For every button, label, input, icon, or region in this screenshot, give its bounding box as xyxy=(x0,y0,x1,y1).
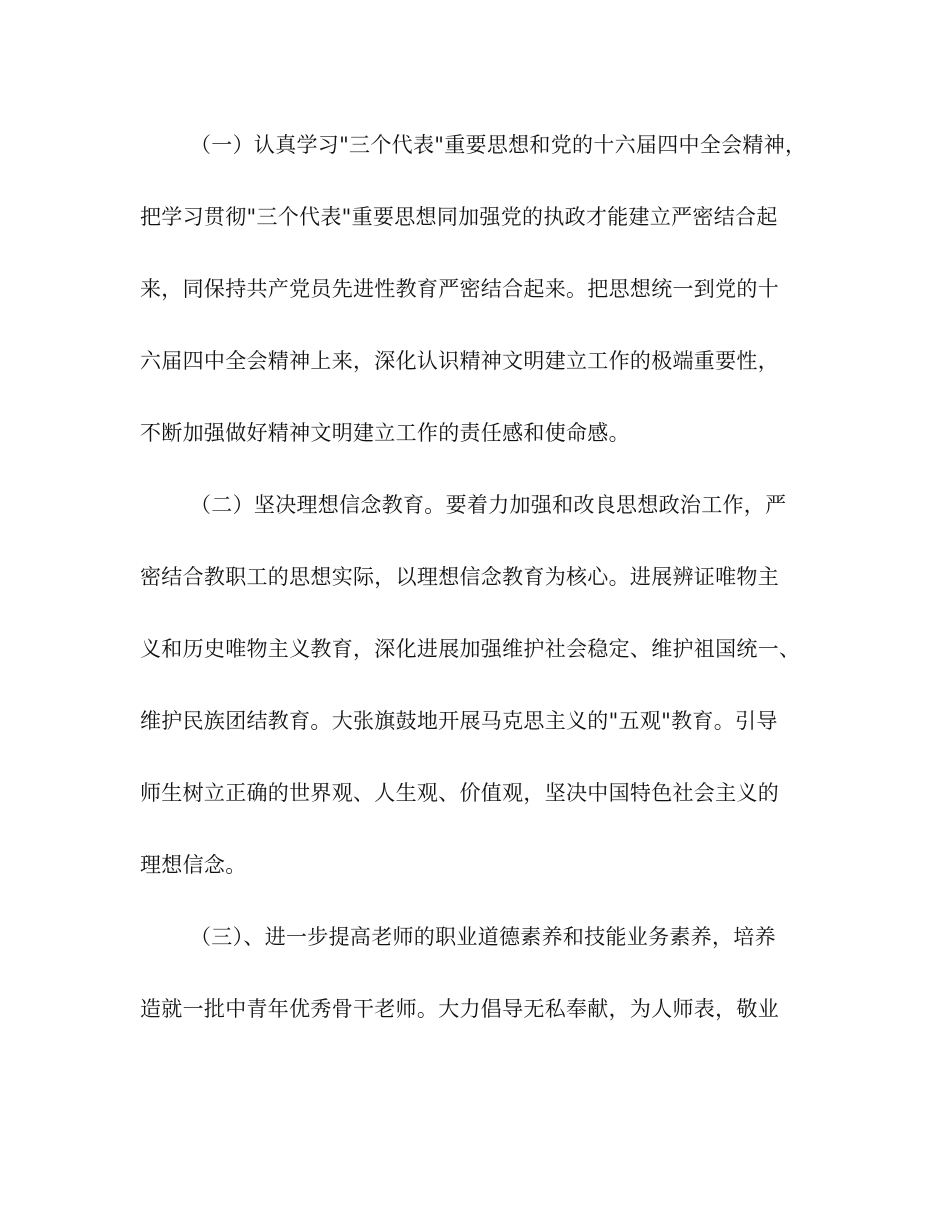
paragraph-2-line-1: （二）坚决理想信念教育。要着力加强和改良思想政治工作，严 xyxy=(190,493,787,517)
paragraph-1-line-1: （一）认真学习"三个代表"重要思想和党的十六届四中全会精神， xyxy=(190,133,807,157)
paragraph-3-line-1: （三）、进一步提高老师的职业道德素养和技能业务素养，培养 xyxy=(190,925,776,949)
paragraph-1-line-4: 六届四中全会精神上来，深化认识精神文明建立工作的极端重要性， xyxy=(140,349,779,373)
paragraph-2-line-6: 理想信念。 xyxy=(140,853,247,877)
paragraph-2-line-3: 义和历史唯物主义教育，深化进展加强维护社会稳定、维护祖国统一、 xyxy=(140,637,801,661)
paragraph-2-line-4: 维护民族团结教育。大张旗鼓地开展马克思主义的"五观"教育。引导 xyxy=(140,709,778,733)
paragraph-2-line-2: 密结合教职工的思想实际，以理想信念教育为核心。进展辨证唯物主 xyxy=(140,565,779,589)
paragraph-1-line-5: 不断加强做好精神文明建立工作的责任感和使命感。 xyxy=(140,421,630,445)
paragraph-1-line-3: 来，同保持共产党员先进性教育严密结合起来。把思想统一到党的十 xyxy=(140,277,779,301)
paragraph-3-line-2: 造就一批中青年优秀骨干老师。大力倡导无私奉献，为人师表，敬业 xyxy=(140,997,779,1021)
paragraph-1-line-2: 把学习贯彻"三个代表"重要思想同加强党的执政才能建立严密结合起 xyxy=(140,205,778,229)
paragraph-2-line-5: 师生树立正确的世界观、人生观、价值观，坚决中国特色社会主义的 xyxy=(140,781,779,805)
